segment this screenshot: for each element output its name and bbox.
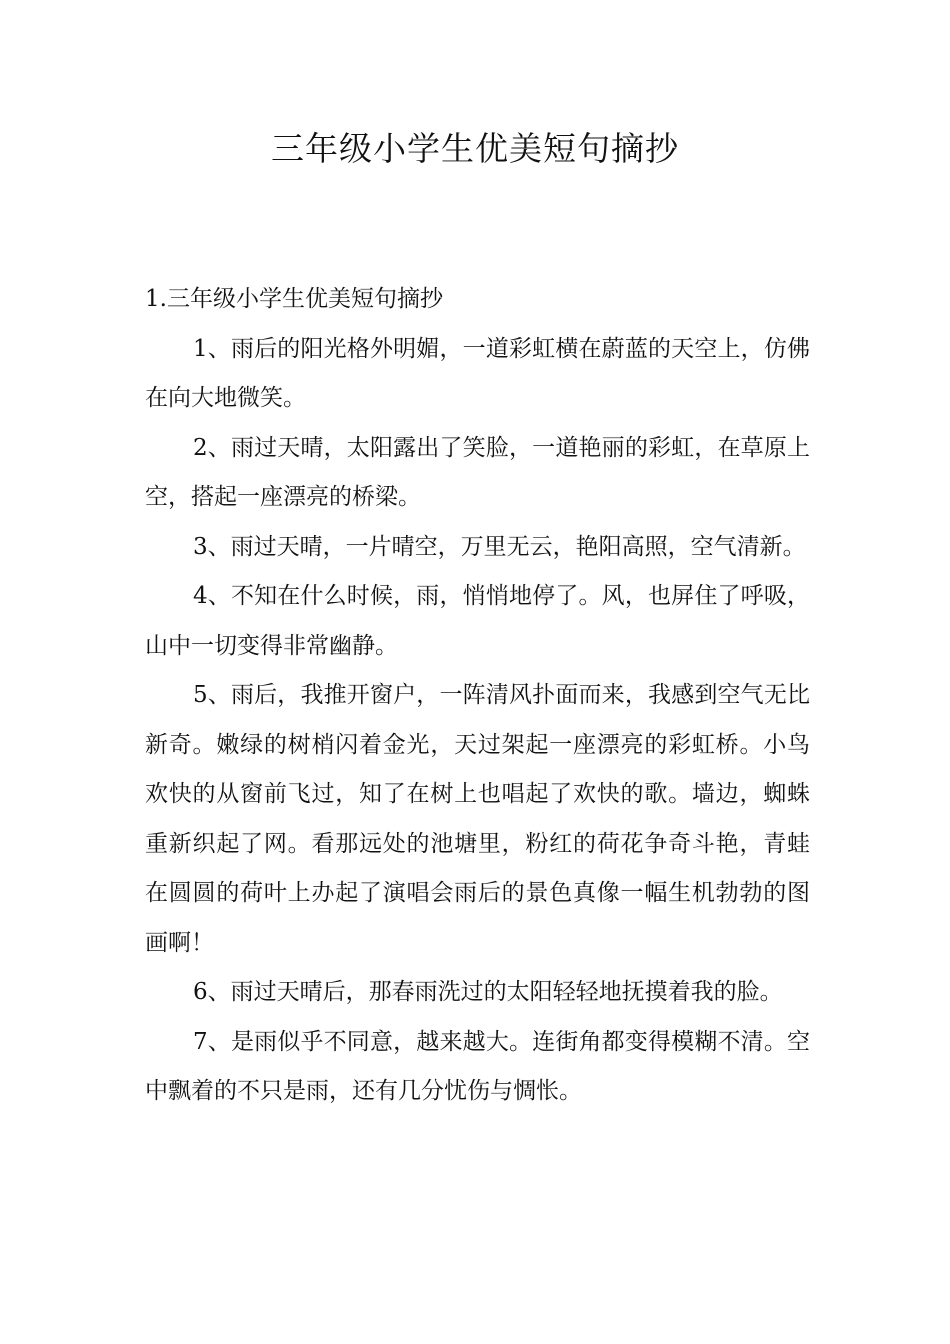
paragraph-6: 6、雨过天晴后，那春雨洗过的太阳轻轻地抚摸着我的脸。 <box>193 979 783 1005</box>
paragraph-1: 1、雨后的阳光格外明媚，一道彩虹横在蔚蓝的天空上，仿佛在向大地微笑。 <box>145 335 810 411</box>
paragraph-4: 4、不知在什么时候，雨，悄悄地停了。风，也屏住了呼吸，山中一切变得非常幽静。 <box>145 583 810 659</box>
paragraph-2: 2、雨过天晴，太阳露出了笑脸，一道艳丽的彩虹，在草原上空，搭起一座漂亮的桥梁。 <box>145 434 810 510</box>
document-body <box>145 275 810 1117</box>
document-title: 三年级小学生优美短句摘抄 <box>271 129 679 168</box>
paragraph-7: 7、是雨似乎不同意，越来越大。连街角都变得模糊不清。空中飘着的不只是雨，还有几分忧伤与惆怅。 <box>145 1028 810 1104</box>
paragraph-5: 5、雨后，我推开窗户，一阵清风扑面而来，我感到空气无比新奇。嫩绿的树梢闪着金光，天过架起一座漂亮的彩虹桥。小鸟欢快的从窗前飞过，知了在树上也唱起了欢快的歌。墙边，蜘蛛重新织起了网。看那远处的池塘里，粉红的荷花争奇斗艳，青蛙在圆圆的荷叶上办起了演唱会雨后的景色真像一幅生机勃勃的图画啊！ <box>145 682 810 956</box>
paragraph-3: 3、雨过天晴，一片晴空，万里无云，艳阳高照，空气清新。 <box>193 533 806 560</box>
section-heading: 1.三年级小学生优美短句摘抄 <box>145 286 443 312</box>
